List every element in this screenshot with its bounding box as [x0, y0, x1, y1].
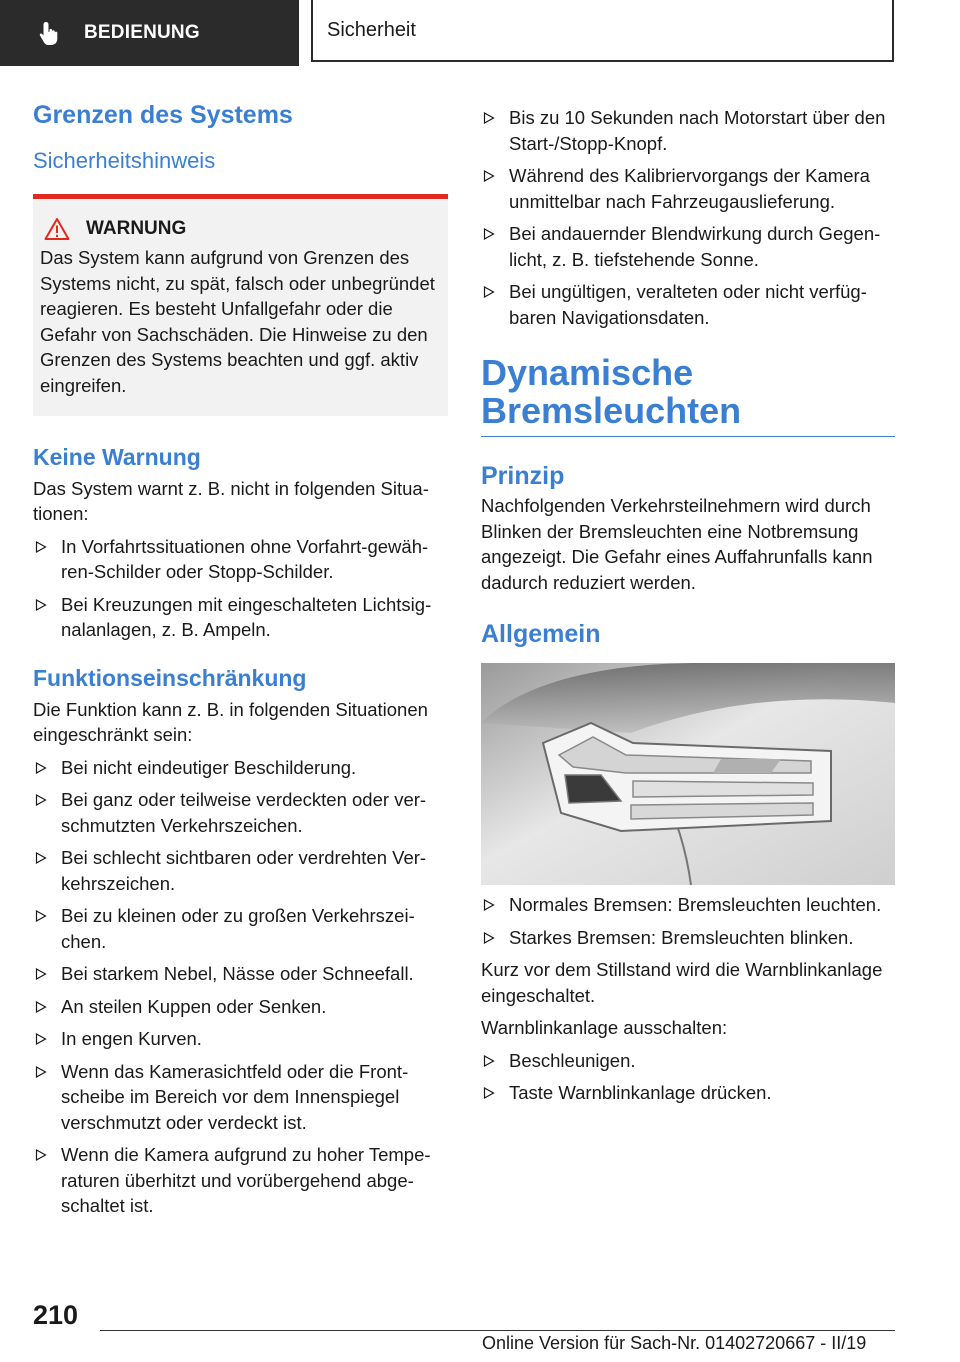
list-item: Bis zu 10 Sekunden nach Motorstart über den Start-/Stopp-Knopf.	[481, 105, 895, 156]
list-item: Beschleunigen.	[481, 1048, 895, 1074]
triangle-right-icon	[35, 794, 47, 806]
chapter-title: Dynamische Bremsleuchten	[481, 354, 895, 437]
list-item: Bei schlecht sichtbaren oder verdrehten Verkehrszeichen.	[33, 845, 448, 896]
list-item: Bei starkem Nebel, Nässe oder Schneefall.	[33, 961, 448, 987]
triangle-right-icon	[35, 1001, 47, 1013]
online-version-note: Online Version für Sach-Nr. 01402720667 - II/19	[482, 1333, 867, 1353]
triangle-right-icon	[35, 762, 47, 774]
list-item: Bei andauernder Blendwirkung durch Gegenlicht, z. B. tiefstehende Sonne.	[481, 221, 895, 272]
triangle-right-icon	[35, 541, 47, 553]
tail-light-illustration	[481, 663, 895, 885]
triangle-right-icon	[483, 932, 495, 944]
right-column	[481, 105, 895, 1106]
chapter-header	[311, 0, 894, 62]
triangle-right-icon	[35, 852, 47, 864]
list-item: Wenn die Kamera aufgrund zu hoher Temperaturen überhitzt und vorübergehend abgeschaltet ist.	[33, 1142, 448, 1219]
triangle-right-icon	[35, 1149, 47, 1161]
footer-divider	[100, 1330, 895, 1331]
list-continued	[481, 105, 895, 330]
list-item: Bei Kreuzungen mit eingeschalteten Lichtsignalanlagen, z. B. Ampeln.	[33, 592, 448, 643]
left-column	[33, 100, 448, 1219]
list-ausschalten	[481, 1048, 895, 1106]
list-allgemein	[481, 892, 895, 950]
heading-funktionseinschraenkung: Funktionseinschränkung	[33, 664, 307, 691]
list-item: Wenn das Kamerasichtfeld oder die Frontscheibe im Bereich vor dem Innenspiegel verschmutzt oder verdeckt ist.	[33, 1059, 448, 1136]
triangle-right-icon	[35, 1033, 47, 1045]
triangle-right-icon	[483, 899, 495, 911]
list-item: An steilen Kuppen oder Senken.	[33, 994, 448, 1020]
triangle-right-icon	[483, 170, 495, 182]
triangle-right-icon	[35, 599, 47, 611]
list-item: Bei nicht eindeutiger Beschilderung.	[33, 755, 448, 781]
list-item: Bei ganz oder teilweise verdeckten oder verschmutzten Verkehrszeichen.	[33, 787, 448, 838]
heading-prinzip: Prinzip	[481, 462, 565, 490]
paragraph: Kurz vor dem Stillstand wird die Warnblinkanlage eingeschaltet.	[481, 959, 883, 1006]
paragraph: Nachfolgenden Verkehrsteilnehmern wird durch Blinken der Bremsleuchten eine Notbremsung angezeigt. Die Gefahr eines Auffahrunfalls kann dadurch reduziert werden.	[481, 495, 873, 593]
list-item: Starkes Bremsen: Bremsleuchten blinken.	[481, 925, 895, 951]
paragraph: Warnblinkanlage ausschalten:	[481, 1017, 728, 1038]
list-item: In Vorfahrtssituationen ohne Vorfahrt-gewähren-Schilder oder Stopp-Schilder.	[33, 534, 448, 585]
section-label: BEDIENUNG	[84, 22, 200, 43]
triangle-right-icon	[483, 286, 495, 298]
warning-label: WARNUNG	[86, 218, 187, 240]
list-item: Bei zu kleinen oder zu großen Verkehrszeichen.	[33, 903, 448, 954]
warning-text: Das System kann aufgrund von Grenzen des Systems nicht, zu spät, falsch oder unbegründet reagieren. Es besteht Unfallgefahr oder die Gefahr von Sachschäden. Die Hinweise zu den Grenzen des Systems beachten und ggf. aktiv eingreifen.	[40, 247, 435, 396]
triangle-right-icon	[483, 1055, 495, 1067]
list-item: Normales Bremsen: Bremsleuchten leuchten.	[481, 892, 895, 918]
subsection-title: Sicherheitshinweis	[33, 148, 216, 173]
list-item: Taste Warnblinkanlage drücken.	[481, 1080, 895, 1106]
heading-allgemein: Allgemein	[481, 620, 601, 648]
chapter-label: Sicherheit	[327, 18, 416, 41]
list-item: In engen Kurven.	[33, 1026, 448, 1052]
section-tab[interactable]	[0, 0, 299, 66]
warning-triangle-icon	[44, 217, 70, 241]
triangle-right-icon	[35, 968, 47, 980]
page-number: 210	[33, 1300, 79, 1330]
paragraph: Das System warnt z. B. nicht in folgenden Situationen:	[33, 477, 429, 525]
warning-header	[40, 217, 440, 241]
triangle-right-icon	[483, 228, 495, 240]
list-item: Bei ungültigen, veralteten oder nicht verfügbaren Navigationsdaten.	[481, 279, 895, 330]
section-title: Grenzen des Systems	[33, 101, 293, 129]
list-funktion	[33, 755, 448, 1219]
heading-keine-warnung: Keine Warnung	[33, 444, 201, 471]
list-keine-warnung	[33, 534, 448, 643]
triangle-right-icon	[483, 1087, 495, 1099]
paragraph: Die Funktion kann z. B. in folgenden Situationen eingeschränkt sein:	[33, 698, 428, 746]
triangle-right-icon	[35, 1066, 47, 1078]
hand-pointer-icon	[36, 18, 66, 48]
warning-box	[33, 194, 448, 416]
triangle-right-icon	[35, 910, 47, 922]
triangle-right-icon	[483, 112, 495, 124]
list-item: Während des Kalibriervorgangs der Kamera unmittelbar nach Fahrzeugauslieferung.	[481, 163, 895, 214]
